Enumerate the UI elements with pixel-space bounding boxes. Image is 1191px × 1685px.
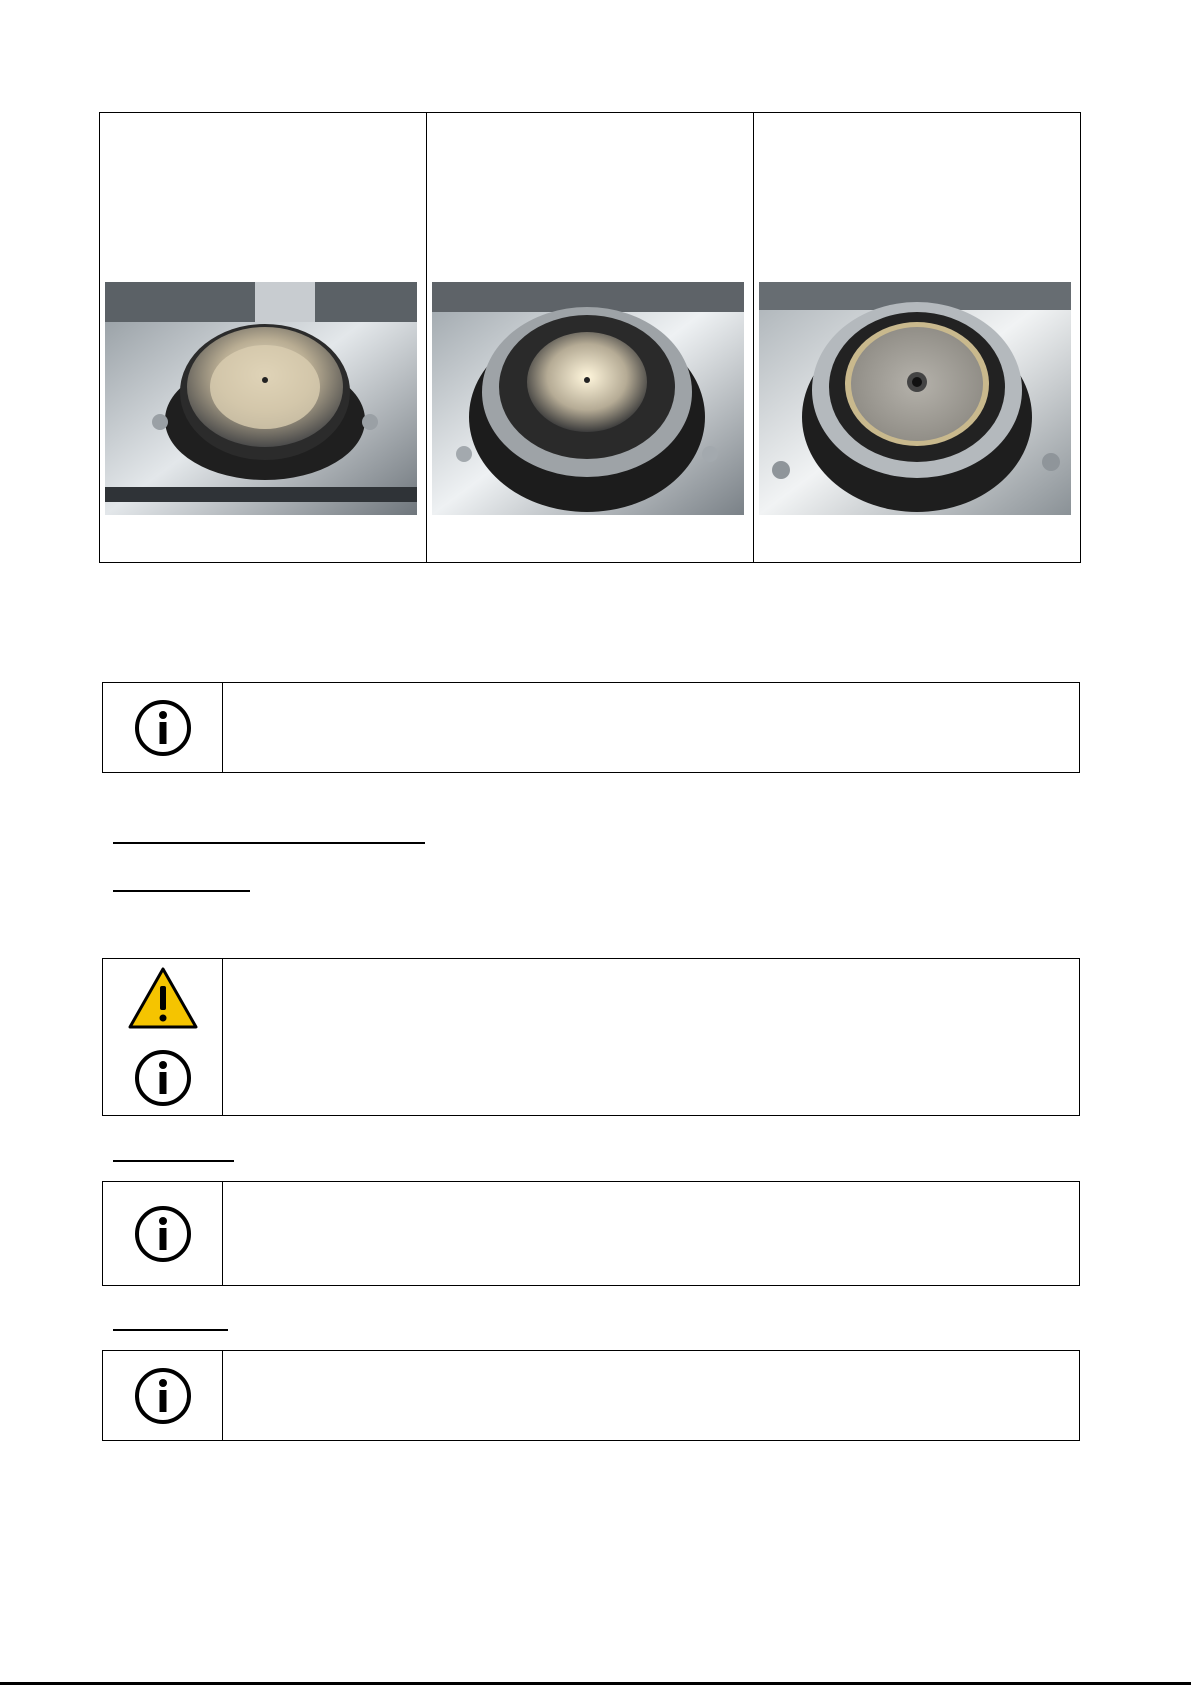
sample-cup-with-ring-photo xyxy=(432,282,744,515)
info-icon xyxy=(133,1048,193,1108)
info-icon xyxy=(133,1366,193,1426)
note-icon-cell xyxy=(103,1351,223,1440)
sample-cup-with-filter-photo xyxy=(759,282,1071,515)
note-text xyxy=(223,683,1079,772)
note-icon-cell xyxy=(103,1182,223,1285)
info-icon xyxy=(133,1204,193,1264)
warning-icon xyxy=(127,966,199,1030)
photo-cell-3 xyxy=(754,113,1081,563)
note-box-2 xyxy=(102,958,1080,1116)
sample-cup-open-photo xyxy=(105,282,417,515)
section-heading-underline xyxy=(113,842,425,844)
photo-table xyxy=(99,112,1081,563)
note-text xyxy=(223,1182,1079,1285)
subsection-heading-underline xyxy=(113,890,250,892)
photo-cell-1 xyxy=(100,113,427,563)
note-icon-cell xyxy=(103,959,223,1115)
note-box-4 xyxy=(102,1350,1080,1441)
note-text xyxy=(223,959,1079,1115)
subsection-heading-underline xyxy=(113,1329,228,1331)
note-box-1 xyxy=(102,682,1080,773)
info-icon xyxy=(133,698,193,758)
note-box-3 xyxy=(102,1181,1080,1286)
note-text xyxy=(223,1351,1079,1440)
photo-cell-2 xyxy=(427,113,754,563)
subsection-heading-underline xyxy=(113,1160,234,1162)
note-icon-cell xyxy=(103,683,223,772)
